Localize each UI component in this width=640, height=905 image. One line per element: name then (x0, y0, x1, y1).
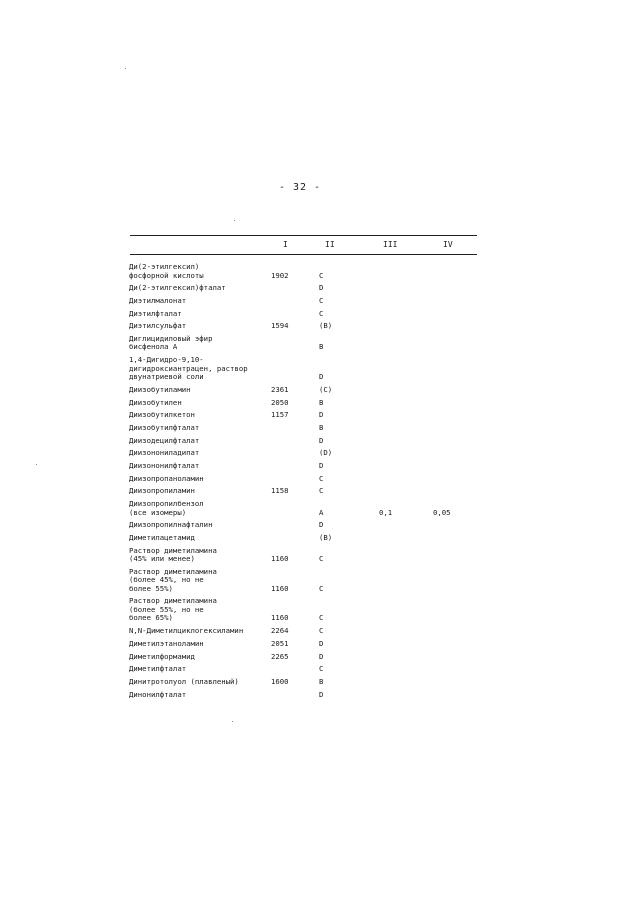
column-header-ii: II (325, 240, 335, 249)
category: D (319, 638, 324, 648)
table-row (0, 627, 640, 636)
category: C (319, 626, 324, 636)
substance-name: Раствор диметиламина (более 55%, но не более 65%) (129, 596, 217, 623)
substance-name: Раствор диметиламина (более 45%, но не более 55%) (129, 566, 217, 593)
table-row (0, 547, 640, 564)
table-row (0, 534, 640, 543)
table-row (0, 475, 640, 484)
table-row (0, 653, 640, 662)
substance-name: Диметилформамид (129, 651, 195, 661)
substance-name: Диглицидиловый эфир бисфенола А (129, 333, 213, 352)
category: C (319, 295, 324, 305)
category: D (319, 283, 324, 293)
table-row (0, 356, 640, 382)
table-row (0, 322, 640, 331)
substance-name: Диметилэтаноламин (129, 638, 204, 648)
table-row (0, 640, 640, 649)
un-number: 1160 (271, 554, 289, 564)
substance-name: Диизононилaдипат (129, 448, 200, 458)
un-number: 1157 (271, 410, 289, 420)
table-row (0, 411, 640, 420)
substance-name: Динитротолуол (плавленый) (129, 676, 239, 686)
column-header-i: I (283, 240, 288, 249)
table-row (0, 386, 640, 395)
scan-speck (125, 68, 126, 69)
category: B (319, 676, 324, 686)
un-number: 2265 (271, 651, 289, 661)
table-row (0, 665, 640, 674)
substance-name: Диметилацетамид (129, 532, 195, 542)
category: C (319, 473, 324, 483)
table-row (0, 437, 640, 446)
category: B (319, 422, 324, 432)
value-iii: 0,1 (379, 507, 393, 517)
substance-name: Диизопропаноламин (129, 473, 204, 483)
table-row (0, 568, 640, 594)
column-header-iii: III (383, 240, 398, 249)
un-number: 2051 (271, 638, 289, 648)
substance-name: Диэтилмалонат (129, 295, 187, 305)
table-row (0, 462, 640, 471)
category: C (319, 554, 324, 564)
scan-speck (234, 220, 235, 221)
column-header-iv: IV (443, 240, 453, 249)
substance-name: Диизобутилкетон (129, 410, 195, 420)
substance-name: Диизононилфталат (129, 460, 200, 470)
substance-name: Диизодецилфталат (129, 435, 200, 445)
table-row (0, 500, 640, 517)
category: D (319, 435, 324, 445)
un-number: 1594 (271, 321, 289, 331)
substance-name: N,N-Диметилциклогексиламин (129, 626, 244, 636)
page-number: - 32 - (278, 182, 322, 193)
table-row (0, 521, 640, 530)
value-iv: 0,05 (433, 507, 451, 517)
table-row (0, 399, 640, 408)
un-number: 1160 (271, 583, 289, 593)
category: A (319, 507, 324, 517)
category: C (319, 270, 324, 280)
category: C (319, 583, 324, 593)
table-body (0, 263, 640, 703)
category: (D) (319, 448, 333, 458)
category: (B) (319, 532, 333, 542)
un-number: 2050 (271, 397, 289, 407)
category: D (319, 410, 324, 420)
substance-name: 1,4-Дигидро-9,10- дигидроксиантрацен, раствор двунатриевой соли (129, 355, 248, 382)
category: D (319, 651, 324, 661)
table-row (0, 263, 640, 280)
un-number: 1902 (271, 270, 289, 280)
un-number: 1600 (271, 676, 289, 686)
un-number: 1158 (271, 486, 289, 496)
category: B (319, 342, 324, 352)
substance-name: Раствор диметиламина (45% или менее) (129, 545, 217, 564)
substance-name: Диизопропилбензол (все изомеры) (129, 499, 204, 517)
table-row (0, 424, 640, 433)
substance-name: Диэтилфталат (129, 308, 182, 318)
table-row (0, 335, 640, 352)
table-row (0, 297, 640, 306)
category: B (319, 397, 324, 407)
substance-name: Диизопропилнафталин (129, 520, 213, 530)
category: D (319, 520, 324, 530)
substance-name: Диэтилсульфат (129, 321, 187, 331)
table-row (0, 310, 640, 319)
substance-name: Диизопропиламин (129, 486, 195, 496)
table-row (0, 449, 640, 458)
scan-speck (232, 721, 233, 722)
un-number: 1160 (271, 613, 289, 623)
category: (B) (319, 321, 333, 331)
category: C (319, 664, 324, 674)
table-row (0, 678, 640, 687)
category: D (319, 460, 324, 470)
category: C (319, 486, 324, 496)
un-number: 2264 (271, 626, 289, 636)
table-row (0, 691, 640, 700)
substance-name: Диизобутиламин (129, 384, 191, 394)
category: D (319, 372, 324, 382)
table-row (0, 597, 640, 623)
substance-name: Динонилфталат (129, 689, 187, 699)
category: D (319, 689, 324, 699)
substance-name: Диизобутилфталат (129, 422, 200, 432)
un-number: 2361 (271, 384, 289, 394)
category: C (319, 613, 324, 623)
category: C (319, 308, 324, 318)
substance-name: Диизобутилен (129, 397, 182, 407)
table-top-rule (130, 235, 477, 236)
table-header-rule (130, 254, 477, 255)
table-row (0, 487, 640, 496)
category: (C) (319, 384, 333, 394)
substance-name: Ди(2-этилгексил) фосфорной кислоты (129, 262, 204, 280)
substance-name: Ди(2-этилгексил)фталат (129, 283, 226, 293)
substance-name: Диметилфталат (129, 664, 187, 674)
table-row (0, 284, 640, 293)
